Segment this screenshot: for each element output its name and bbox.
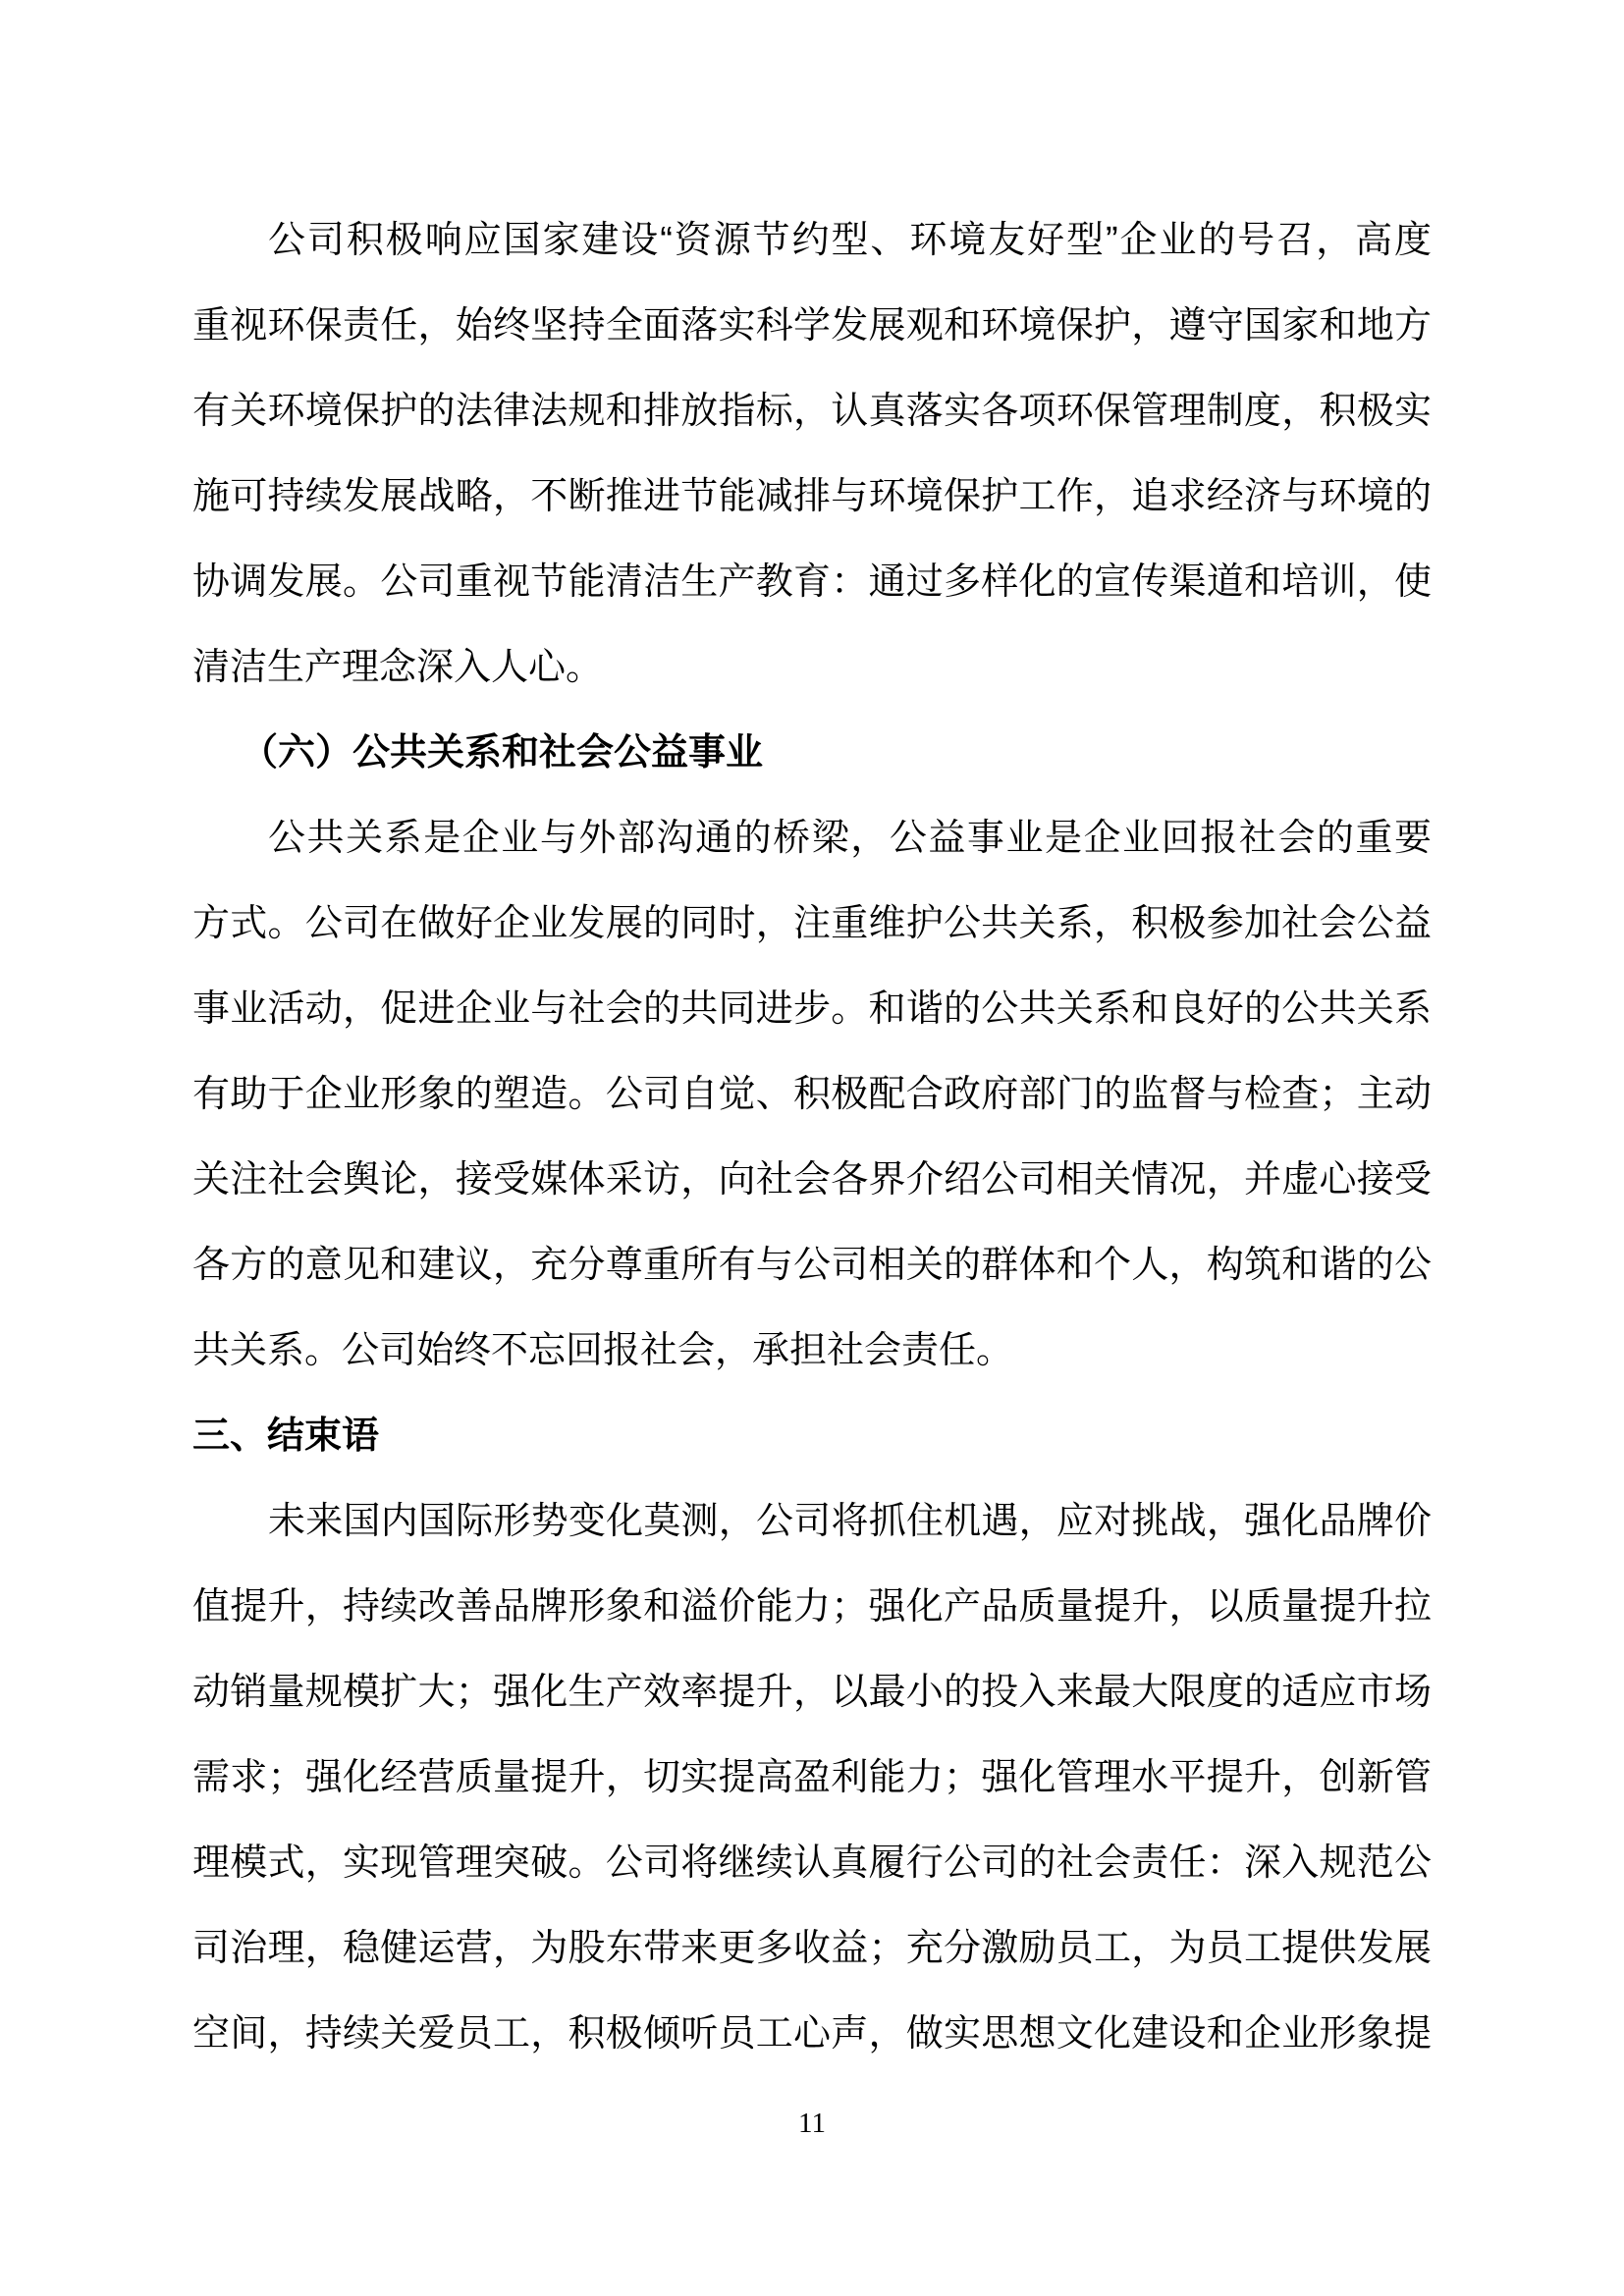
paragraph-line: 施可持续发展战略，不断推进节能减排与环境保护工作，追求经济与环境的	[192, 476, 1432, 517]
paragraph-line: 重视环保责任，始终坚持全面落实科学发展观和环境保护，遵守国家和地方	[192, 305, 1432, 347]
paragraph-line: 公共关系是企业与外部沟通的桥梁，公益事业是企业回报社会的重要	[268, 818, 1432, 859]
section-heading-public-relations: （六）公共关系和社会公益事业	[241, 732, 764, 774]
paragraph-line: 有助于企业形象的塑造。公司自觉、积极配合政府部门的监督与检查；主动	[192, 1074, 1432, 1115]
paragraph-line: 需求；强化经营质量提升，切实提高盈利能力；强化管理水平提升，创新管	[192, 1757, 1432, 1798]
section-heading-conclusion: 三、结束语	[192, 1415, 380, 1457]
paragraph-line: 司治理，稳健运营，为股东带来更多收益；充分激励员工，为员工提供发展	[192, 1928, 1432, 1969]
page-number: 11	[798, 2108, 826, 2139]
paragraph-line: 未来国内国际形势变化莫测，公司将抓住机遇，应对挑战，强化品牌价	[268, 1501, 1432, 1542]
paragraph-line: 共关系。公司始终不忘回报社会，承担社会责任。	[192, 1330, 1014, 1371]
paragraph-line: 空间，持续关爱员工，积极倾听员工心声，做实思想文化建设和企业形象提	[192, 2013, 1432, 2055]
paragraph-line: 有关环境保护的法律法规和排放指标，认真落实各项环保管理制度，积极实	[192, 391, 1432, 432]
paragraph-line: 公司积极响应国家建设“资源节约型、环境友好型”企业的号召，高度	[268, 220, 1432, 261]
paragraph-line: 方式。公司在做好企业发展的同时，注重维护公共关系，积极参加社会公益	[192, 903, 1432, 944]
document-body	[192, 198, 1432, 2077]
paragraph-line: 各方的意见和建议，充分尊重所有与公司相关的群体和个人，构筑和谐的公	[192, 1245, 1432, 1286]
paragraph-line: 清洁生产理念深入人心。	[192, 647, 604, 688]
paragraph-line: 协调发展。公司重视节能清洁生产教育：通过多样化的宣传渠道和培训，使	[192, 561, 1432, 603]
paragraph-line: 关注社会舆论，接受媒体采访，向社会各界介绍公司相关情况，并虚心接受	[192, 1159, 1432, 1201]
paragraph-line: 事业活动，促进企业与社会的共同进步。和谐的公共关系和良好的公共关系	[192, 988, 1432, 1030]
paragraph-line: 值提升，持续改善品牌形象和溢价能力；强化产品质量提升，以质量提升拉	[192, 1586, 1432, 1628]
paragraph-line: 动销量规模扩大；强化生产效率提升，以最小的投入来最大限度的适应市场	[192, 1672, 1432, 1713]
paragraph-line: 理模式，实现管理突破。公司将继续认真履行公司的社会责任：深入规范公	[192, 1842, 1432, 1884]
